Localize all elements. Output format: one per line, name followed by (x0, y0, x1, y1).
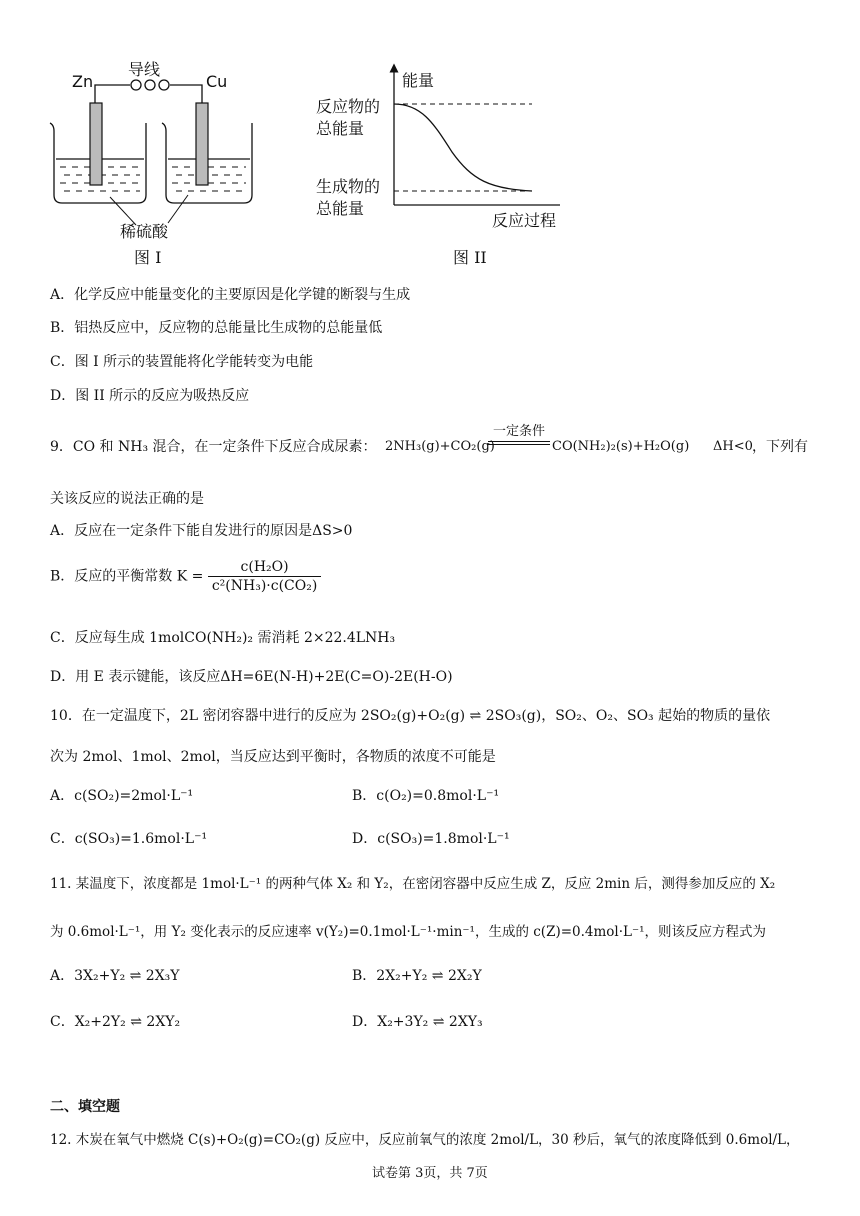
cu-label: Cu (206, 72, 228, 91)
q11-option-b: B．2X₂+Y₂ ⇌ 2X₂Y (352, 968, 482, 984)
q10-line2: 次为 2mol、1mol、2mol，当反应达到平衡时，各物质的浓度不可能是 (50, 749, 496, 765)
q10-line1: 10．在一定温度下，2L 密闭容器中进行的反应为 2SO₂(g)+O₂(g) ⇌ 2SO₃(g)，SO₂、O₂、SO₃ 起始的物质的量依 (50, 708, 771, 724)
q9-k-denominator: c²(NH₃)·c(CO₂) (211, 578, 318, 594)
q9-option-b-prefix: B．反应的平衡常数 K = (50, 568, 204, 585)
q9-delta-h: ΔH<0 (713, 439, 753, 454)
section-title-fill-in: 二、填空题 (50, 1099, 120, 1115)
figure-1-caption: 图 I (134, 248, 162, 267)
q9-eq-left: 2NH₃(g)+CO₂(g) (385, 439, 495, 454)
page-footer: 试卷第 3页，共 7页 (372, 1166, 488, 1181)
figure-1-galvanic-cell (40, 55, 270, 240)
q9-eq-right: CO(NH₂)₂(s)+H₂O(g) (552, 439, 690, 454)
q9-stem-end: ，下列有 (752, 439, 808, 455)
q8-option-c: C．图 I 所示的装置能将化学能转变为电能 (50, 354, 314, 370)
process-axis-label: 反应过程 (492, 211, 557, 230)
q11-line1: 11. 某温度下，浓度都是 1mol·L⁻¹ 的两种气体 X₂ 和 Y₂，在密闭容器中反应生成 Z，反应 2min 后，测得参加反应的 X₂ (50, 876, 776, 892)
q9-option-a: A．反应在一定条件下能自发进行的原因是ΔS>0 (50, 523, 353, 539)
q9-k-fraction (208, 558, 321, 595)
zn-electrode (90, 103, 102, 185)
q10-option-a: A．c(SO₂)=2mol·L⁻¹ (50, 788, 194, 804)
wire (95, 80, 202, 103)
cu-electrode (196, 103, 208, 185)
q9-stem-line2: 关该反应的说法正确的是 (50, 491, 204, 507)
q9-stem-start: 9．CO 和 NH₃ 混合，在一定条件下反应合成尿素： (50, 439, 377, 455)
product-label-1: 生成物的 (316, 177, 381, 196)
q10-option-d: D．c(SO₃)=1.8mol·L⁻¹ (352, 831, 510, 847)
q9-k-numerator: c(H₂O) (208, 558, 321, 577)
q10-option-c: C．c(SO₃)=1.6mol·L⁻¹ (50, 831, 208, 847)
q11-option-c: C．X₂+2Y₂ ⇌ 2XY₂ (50, 1014, 181, 1030)
figure-2-caption: 图 II (453, 248, 487, 267)
wire-label: 导线 (128, 60, 161, 79)
figure-2-energy-diagram (310, 58, 580, 243)
q9-option-b (50, 558, 321, 595)
q11-option-d: D．X₂+3Y₂ ⇌ 2XY₃ (352, 1014, 483, 1030)
reactant-label-2: 总能量 (316, 119, 365, 138)
energy-axis-label: 能量 (402, 71, 435, 90)
energy-curve (394, 104, 532, 191)
q10-option-b: B．c(O₂)=0.8mol·L⁻¹ (352, 788, 500, 804)
product-label-2: 总能量 (316, 199, 365, 218)
q8-option-b: B．铝热反应中，反应物的总能量比生成物的总能量低 (50, 320, 383, 336)
q9-condition-arrow (488, 424, 550, 445)
q8-option-d: D．图 II 所示的反应为吸热反应 (50, 388, 250, 404)
q12-line1: 12. 木炭在氧气中燃烧 C(s)+O₂(g)=CO₂(g) 反应中，反应前氧气的浓度 2mol/L，30 秒后，氧气的浓度降低到 0.6mol/L， (50, 1132, 800, 1148)
zn-label: Zn (72, 72, 94, 91)
q11-line2: 为 0.6mol·L⁻¹，用 Y₂ 变化表示的反应速率 v(Y₂)=0.1mol·L⁻¹·min⁻¹，生成的 c(Z)=0.4mol·L⁻¹，则该反应方程式为 (50, 924, 767, 940)
q9-condition: 一定条件 (492, 424, 545, 439)
acid-label: 稀硫酸 (120, 222, 169, 240)
q8-option-a: A．化学反应中能量变化的主要原因是化学键的断裂与生成 (50, 287, 411, 303)
reactant-label-1: 反应物的 (316, 97, 381, 116)
q9-option-c: C．反应每生成 1molCO(NH₂)₂ 需消耗 2×22.4LNH₃ (50, 630, 396, 646)
q9-option-d: D．用 E 表示键能，该反应ΔH=6E(N-H)+2E(C=O)-2E(H-O) (50, 669, 453, 685)
q11-option-a: A．3X₂+Y₂ ⇌ 2X₃Y (50, 968, 180, 984)
